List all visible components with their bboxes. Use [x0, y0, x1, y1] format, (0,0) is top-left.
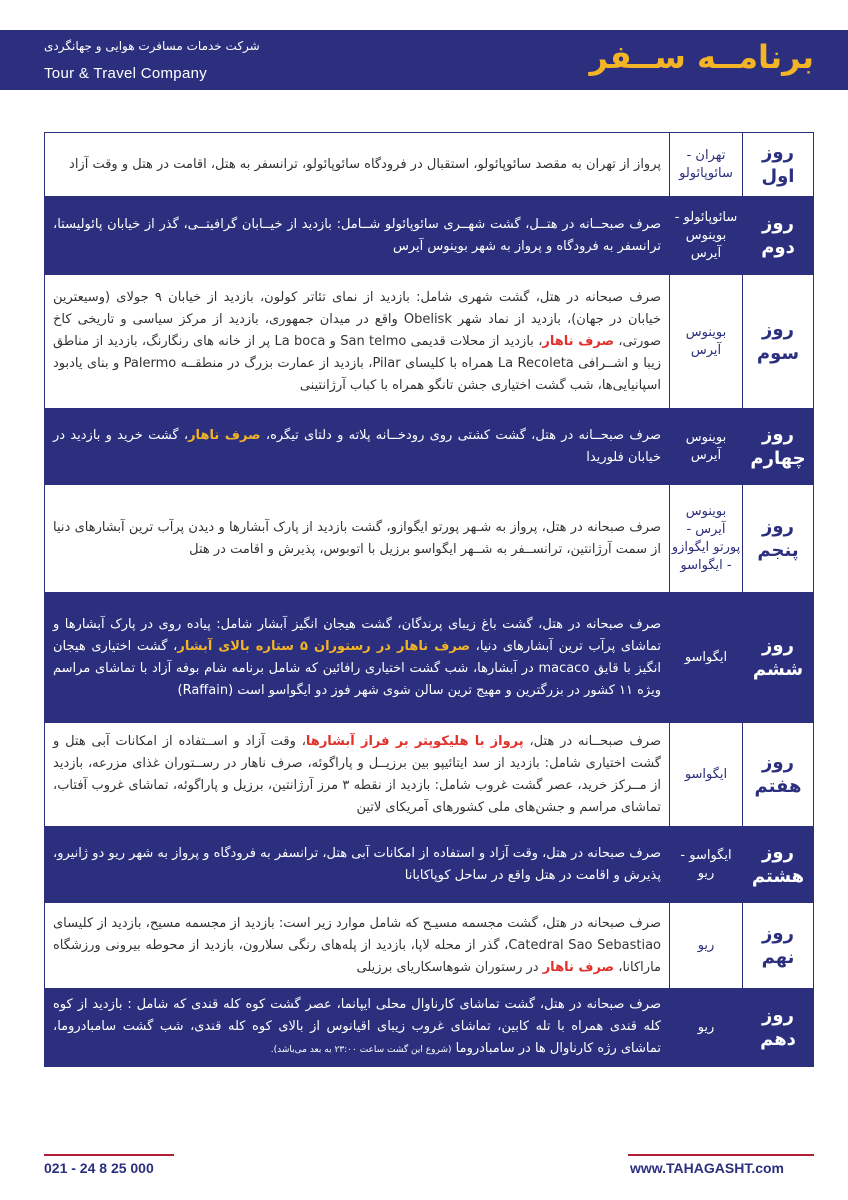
description-text: پرواز از تهران به مقصد سائوپائولو، استقبال در فرودگاه سائوپائولو، ترانسفر به هتل، اقامت در هتل و وقت آزاد [69, 156, 661, 172]
day-label: روز هشتم [743, 827, 814, 903]
description-text: صرف صبحــانه در هتــل، گشت شهــری سائوپائولو شــامل: بازدید از خیــابان گرافیتــی، گذر از خیابان پائولیستا، ترانسفر به فرودگاه و پرواز به شهر بوینوس آیرس [53, 216, 661, 254]
day-label: روز نهم [743, 903, 814, 989]
itinerary-row [45, 989, 814, 1067]
company-name-en: Tour & Travel Company [44, 65, 208, 82]
day-description [45, 409, 670, 485]
day-label: روز پنجم [743, 485, 814, 593]
itinerary-row [45, 903, 814, 989]
page-header [0, 30, 848, 90]
highlight-text: پرواز با هلیکوپتر بر فراز آبشارها [305, 733, 524, 749]
description-text: ، بازدید از محلات قدیمی San telmo و La boca پر از خانه های رنگارنگ، بازدید از مناطق زیبا و اشــرافی La Recoleta همراه با کلیسای Pilar، بازدید از عمارت بزرگ در منطقــه Palermo و بنای یادبود اسپانیایی‌ها، شب گشت اختیاری جشن تانگو همراه با کباب آرژانتینی [53, 333, 661, 393]
footer-phone: 021 - 24 8 25 000 [44, 1160, 154, 1176]
city-label: ایگواسو [670, 723, 743, 827]
page-title: برنامــه ســفر [589, 38, 814, 76]
description-text: صرف صبحانه در هتل، پرواز به شـهر پورتو ایگوازو، گشت بازدید از پارک آبشارها و دیدن پرآب ترین آبشارهای دنیا از سمت آرژانتین، ترانســفر به شــهر ایگواسو برزیل با اتوبوس، پذیرش و اقامت در هتل [53, 519, 661, 557]
itinerary-row [45, 723, 814, 827]
day-description [45, 989, 670, 1067]
itinerary-row [45, 485, 814, 593]
itinerary-table [44, 132, 814, 1067]
description-text: ، گشت اختیاری هیجان انگیز با قایق macaco در آبشارها، شب گشت اختیاری رافائین که شامل برنامه شام بوفه آزاد با تماشای مراسم ویژه ۱۱ کشور در بزرگترین و مهیج ترین سالن شوی شهر فوز دو ایگواسو است (Raffain) [53, 638, 661, 698]
description-text: ، وقت آزاد و اســتفاده از امکانات آبی هتل و گشت اختیاری شامل: بازدید از سد ایتائیپو بین برزیــل و پاراگوئه، صرف ناهار در رســتوران غذای مزرعه، بازدید از مــرکز خرید، عصر گشت غروب شامل: بازدید از نقطه ۳ مرز آرژانتین، برزیل و پاراگوئه، تماشای غروب آفتاب، تماشای مراسم و جشن‌های ملی کشورهای آمریکای لاتین [53, 733, 661, 815]
day-description [45, 593, 670, 723]
highlight-text: صرف ناهار در رستوران ۵ ستاره بالای آبشار [177, 638, 470, 654]
description-text: صرف صبحانه در هتل، گشت مجسمه مسیـح که شامل موارد زیر است: بازدید از مجسمه مسیح، بازدید از کلیسای Catedral Sao Sebastiao، گذر از محله لاپا، بازدید از پله‌های رنگی سلارون، بازدید از محوطه بیرونی ورزشگاه ماراکانا، [53, 915, 661, 975]
day-label: روز دوم [743, 197, 814, 275]
description-text: صرف صبحانه در هتل، وقت آزاد و استفاده از امکانات آبی هتل، ترانسفر به فرودگاه و پرواز به شهر ریو دو ژانیرو، پذیرش و اقامت در هتل واقع در ساحل کوپاکابانا [53, 845, 661, 883]
highlight-text: صرف ناهار [542, 333, 615, 349]
day-description [45, 723, 670, 827]
company-name-fa: شرکت خدمات مسافرت هوایی و جهانگردی [44, 39, 260, 53]
description-text: صرف صبحانه در هتل، گشت شهری شامل: بازدید از نمای تئاتر کولون، بازدید از خیابان ۹ جولای (وسیعترین خیابان در جهان)، بازدید از نماد شهر Obelisk واقع در میدان جمهوری، بازدید از مرکز سیاسی و تاریخی کاخ صورتی، [53, 289, 662, 349]
itinerary-row [45, 133, 814, 197]
city-label: بوینوس آیرس [670, 409, 743, 485]
description-text: صرف صبحــانه در هتل، گشت کشتی روی رودخــانه پلاته و دلتای تیگره، [260, 427, 662, 443]
day-label: روز دهم [743, 989, 814, 1067]
description-text: صرف صبحانه در هتل، گشت تماشای کارناوال محلی ایپانما، عصر گشت کوه کله قندی که شامل : بازدید از کوه کله قندی همراه با تله کابین، تماشای غروب زیبای اقیانوس از بالای کوه کله قندی، شب گشت سامبادروما، تماشای رژه کارناوال ها در سامبادروما [53, 997, 661, 1056]
day-description [45, 485, 670, 593]
city-label: ایگواسو - ریو [670, 827, 743, 903]
highlight-text: صرف ناهار [542, 959, 615, 975]
city-label: ریو [670, 903, 743, 989]
city-label: تهران - سائوپائولو [670, 133, 743, 197]
city-label: ایگواسو [670, 593, 743, 723]
itinerary-row [45, 409, 814, 485]
itinerary-row [45, 197, 814, 275]
day-description [45, 197, 670, 275]
day-label: روز هفتم [743, 723, 814, 827]
city-label: سائوپائولو - بوینوس آیرس [670, 197, 743, 275]
description-text: صرف صبحانه در هتل، گشت باغ زیبای پرندگان، گشت هیجان انگیز آبشار شامل: پیاده روی در پارک آبشارها و تماشای پرآب ترین آبشارهای دنیا، [53, 616, 661, 654]
highlight-text: صرف ناهار [188, 427, 261, 443]
city-label: بوینوس آیرس [670, 275, 743, 409]
day-label: روز اول [743, 133, 814, 197]
itinerary-row [45, 827, 814, 903]
description-text: ، گشت خرید و بازدید در خیابان فلوریدا [53, 427, 661, 465]
day-label: روز سوم [743, 275, 814, 409]
day-label: روز چهارم [743, 409, 814, 485]
note-text: (شروع این گشت ساعت ۲۳:۰۰ به بعد می‌باشد). [270, 1045, 452, 1055]
day-description [45, 133, 670, 197]
day-description [45, 827, 670, 903]
day-label: روز ششم [743, 593, 814, 723]
day-description [45, 903, 670, 989]
footer-website[interactable]: www.TAHAGASHT.com [630, 1160, 785, 1176]
footer-divider-right [628, 1154, 814, 1156]
itinerary-row [45, 275, 814, 409]
city-label: ریو [670, 989, 743, 1067]
description-text: صرف صبحــانه در هتل، [523, 733, 662, 749]
footer-divider-left [44, 1154, 174, 1156]
city-label: بوینوس آیرس - پورتو ایگوازو - ایگواسو [670, 485, 743, 593]
description-text: در رستوران شوهاسکاریای برزیلی [356, 959, 543, 975]
day-description [45, 275, 670, 409]
itinerary-row [45, 593, 814, 723]
